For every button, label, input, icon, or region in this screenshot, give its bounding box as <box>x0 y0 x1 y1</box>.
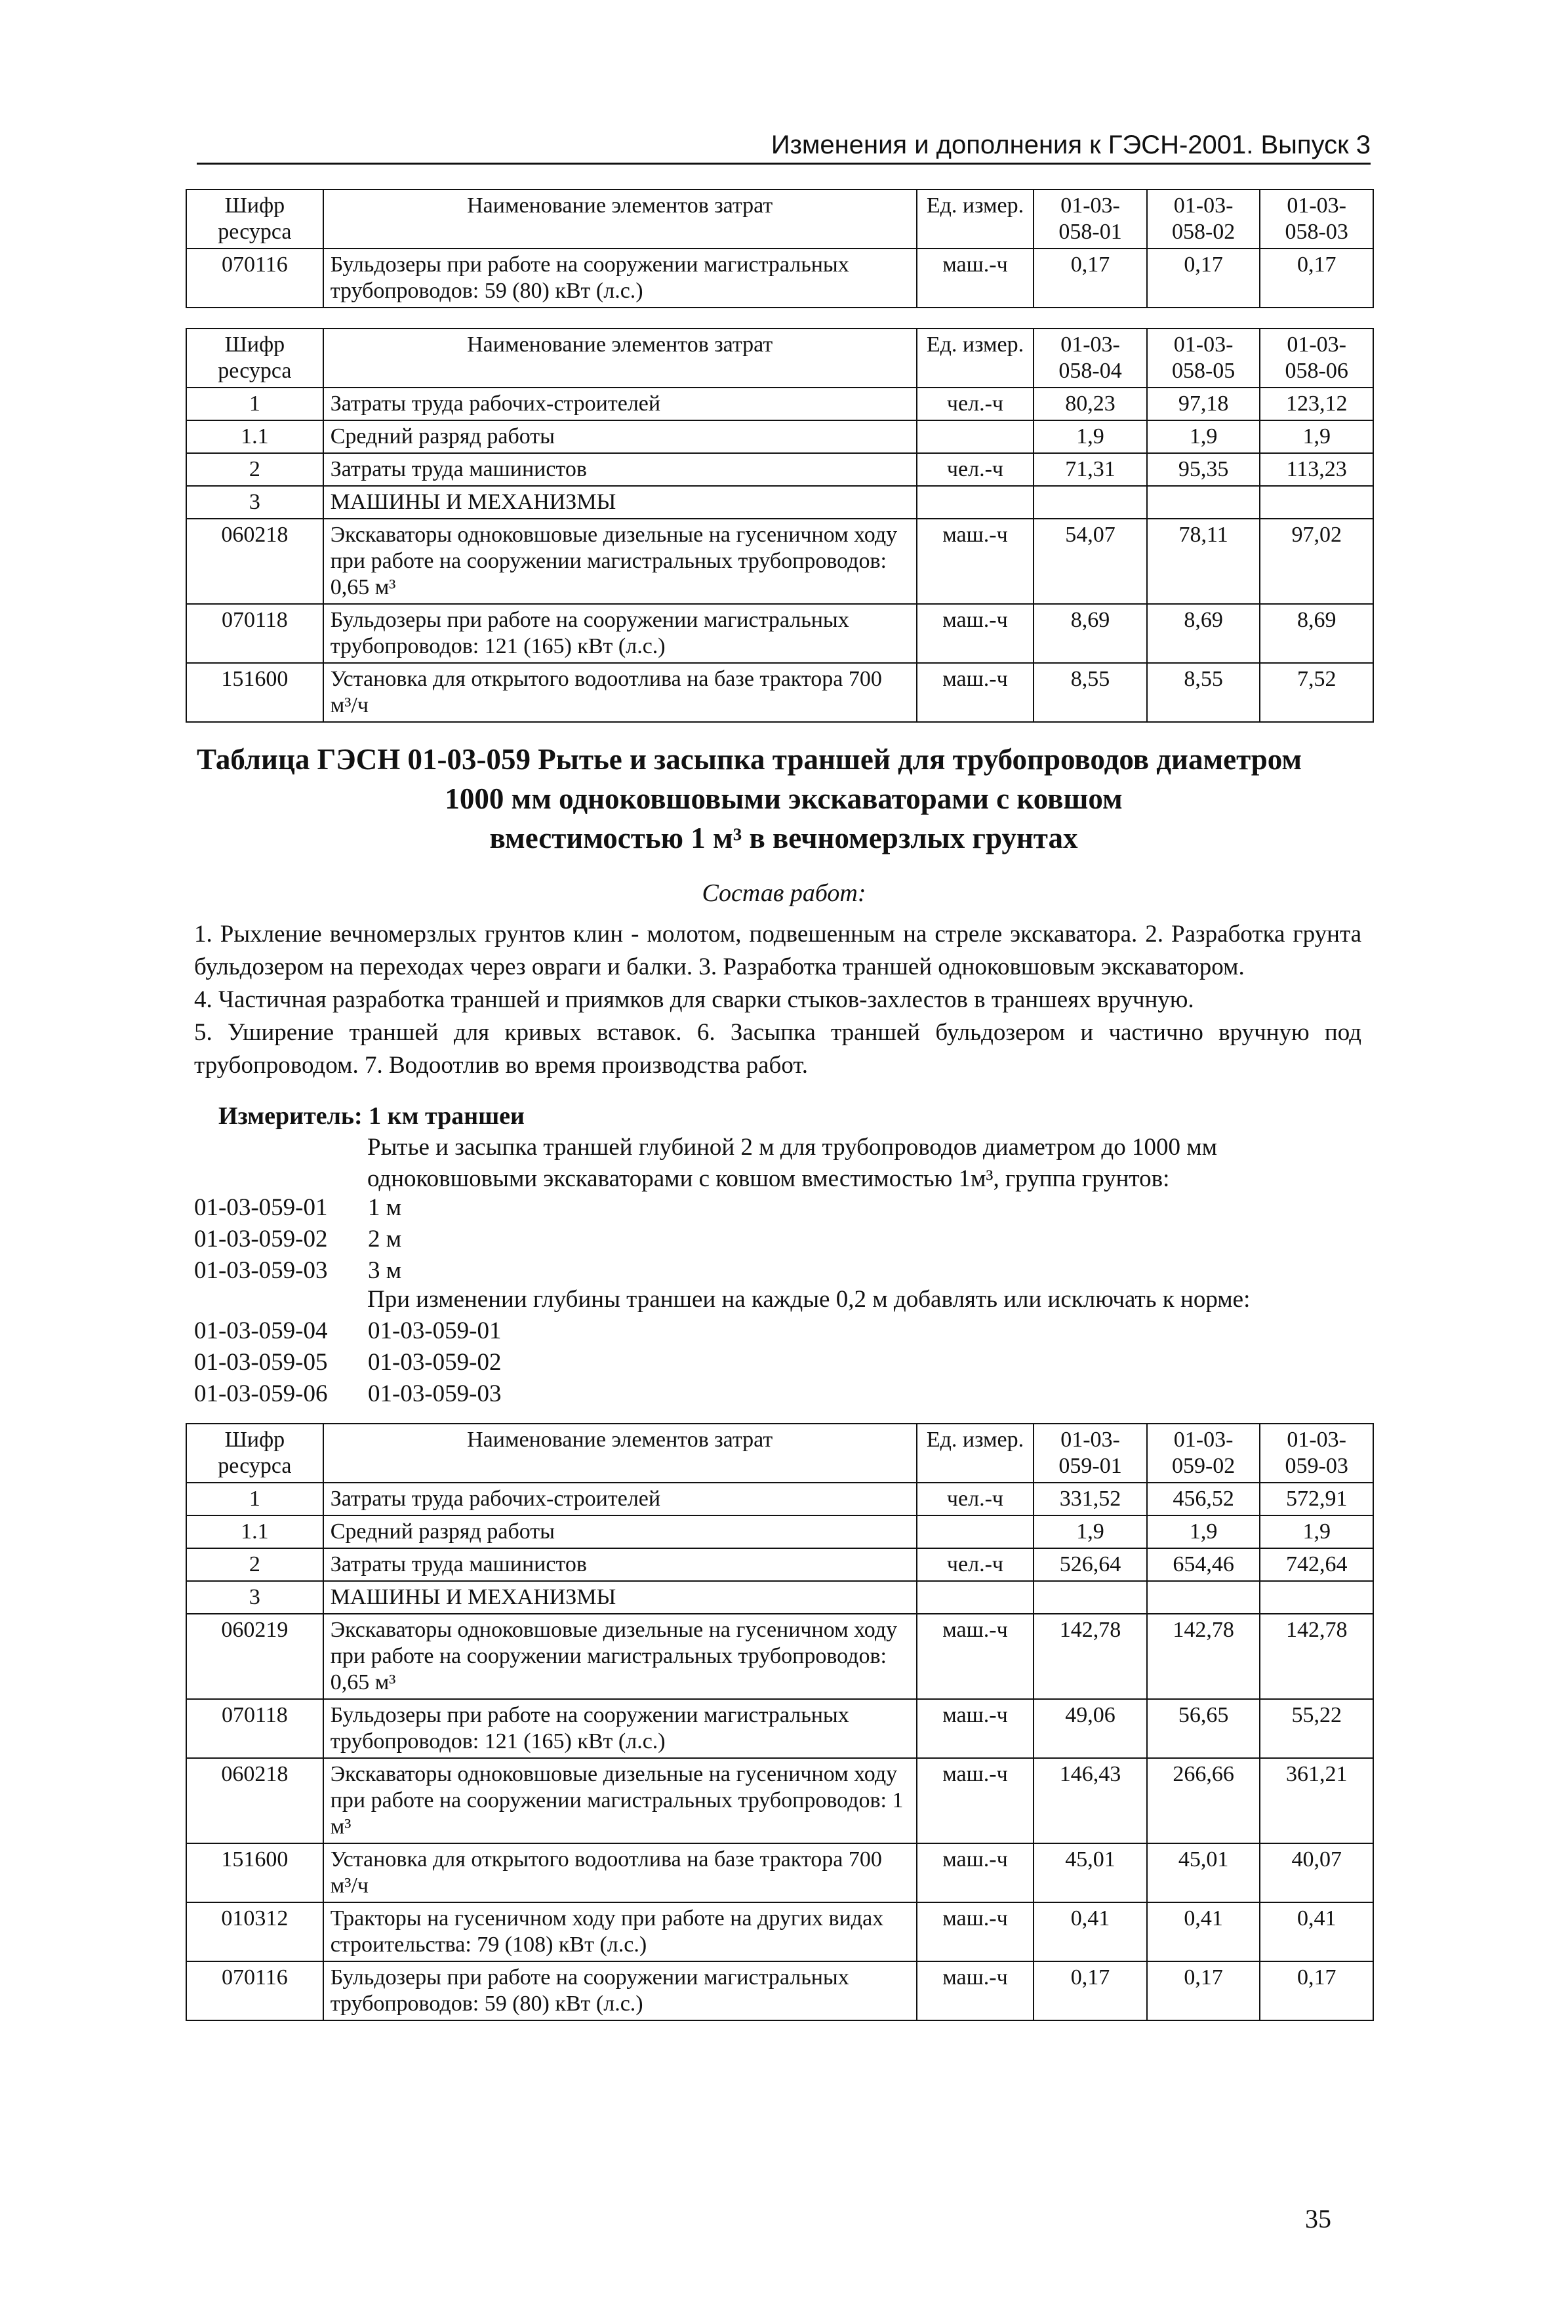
cell-code: 151600 <box>186 663 323 722</box>
header-unit: Ед. измер. <box>917 329 1034 388</box>
cell-code: 060218 <box>186 519 323 604</box>
table-row <box>186 663 1373 722</box>
cell-value-1 <box>1034 486 1147 519</box>
cell-name: Экскаваторы одноковшовые дизельные на гусеничном ходу при работе на сооружении магистральных трубопроводов: 0,65 м³ <box>323 1614 917 1699</box>
cell-unit <box>917 420 1034 453</box>
cell-name: МАШИНЫ И МЕХАНИЗМЫ <box>323 486 917 519</box>
cell-value-1: 1,9 <box>1034 420 1147 453</box>
cell-code: 060218 <box>186 1758 323 1843</box>
cell-value-1: 0,41 <box>1034 1902 1147 1961</box>
header-code: Шифр ресурса <box>186 190 323 249</box>
cell-value-3: 7,52 <box>1260 663 1373 722</box>
header-unit: Ед. измер. <box>917 1424 1034 1483</box>
cell-value-1: 71,31 <box>1034 453 1147 486</box>
norm-row <box>194 1315 501 1347</box>
table-row <box>186 249 1373 308</box>
cell-unit: чел.-ч <box>917 388 1034 420</box>
norm-label: 01-03-059-03 <box>368 1380 502 1407</box>
table-row <box>186 1902 1373 1961</box>
norm-label: 2 м <box>368 1226 402 1252</box>
table-row <box>186 1515 1373 1548</box>
norm-description: Рытье и засыпка траншей глубиной 2 м для трубопроводов диаметром до 1000 мм одноковшовыми экскаваторами с ковшом вместимостью 1м³, группа грунтов: <box>367 1134 1218 1192</box>
table-059 <box>186 1423 1374 2021</box>
cell-value-1: 146,43 <box>1034 1758 1147 1843</box>
table-058-part2 <box>186 328 1374 723</box>
cell-value-2: 654,46 <box>1147 1548 1260 1581</box>
header-col1: 01-03-058-01 <box>1034 190 1147 249</box>
table-row <box>186 1843 1373 1902</box>
table-row <box>186 453 1373 486</box>
cell-name: Затраты труда машинистов <box>323 453 917 486</box>
cell-value-1: 142,78 <box>1034 1614 1147 1699</box>
running-header: Изменения и дополнения к ГЭСН-2001. Выпуск 3 <box>197 129 1371 165</box>
norm-code: 01-03-059-02 <box>194 1226 328 1252</box>
cell-name: Затраты труда машинистов <box>323 1548 917 1581</box>
header-col2: 01-03-058-02 <box>1147 190 1260 249</box>
cell-code: 1.1 <box>186 1515 323 1548</box>
cell-value-2: 8,55 <box>1147 663 1260 722</box>
cell-value-3: 142,78 <box>1260 1614 1373 1699</box>
cell-value-3: 742,64 <box>1260 1548 1373 1581</box>
cell-value-3: 97,02 <box>1260 519 1373 604</box>
cell-value-3: 40,07 <box>1260 1843 1373 1902</box>
table-row <box>186 1581 1373 1614</box>
cell-code: 070118 <box>186 1699 323 1758</box>
table-row <box>186 1699 1373 1758</box>
cell-value-2: 8,69 <box>1147 604 1260 663</box>
table-row <box>186 420 1373 453</box>
cell-value-3: 0,17 <box>1260 1961 1373 2020</box>
table-row <box>186 1548 1373 1581</box>
cell-name: Бульдозеры при работе на сооружении магистральных трубопроводов: 121 (165) кВт (л.с.) <box>323 604 917 663</box>
cell-value-3: 572,91 <box>1260 1483 1373 1515</box>
cell-name: Бульдозеры при работе на сооружении магистральных трубопроводов: 59 (80) кВт (л.с.) <box>323 249 917 308</box>
cell-unit: маш.-ч <box>917 519 1034 604</box>
works-description <box>194 918 1361 1082</box>
table-row <box>186 486 1373 519</box>
cell-name: Затраты труда рабочих-строителей <box>323 388 917 420</box>
header-col2: 01-03-059-02 <box>1147 1424 1260 1483</box>
cell-unit: маш.-ч <box>917 1614 1034 1699</box>
cell-value-1: 0,17 <box>1034 249 1147 308</box>
table-row <box>186 1758 1373 1843</box>
cell-code: 3 <box>186 486 323 519</box>
cell-value-1: 8,55 <box>1034 663 1147 722</box>
cell-value-1: 8,69 <box>1034 604 1147 663</box>
cell-code: 2 <box>186 453 323 486</box>
cell-code: 070116 <box>186 249 323 308</box>
cell-unit: чел.-ч <box>917 453 1034 486</box>
cell-value-3 <box>1260 486 1373 519</box>
cell-name: МАШИНЫ И МЕХАНИЗМЫ <box>323 1581 917 1614</box>
section-title-line1: Таблица ГЭСН 01-03-059 Рытье и засыпка траншей для трубопроводов диаметром <box>197 743 1302 776</box>
cell-unit: маш.-ч <box>917 1843 1034 1902</box>
cell-name: Затраты труда рабочих-строителей <box>323 1483 917 1515</box>
cell-unit: маш.-ч <box>917 663 1034 722</box>
norm-label: 01-03-059-02 <box>368 1349 502 1376</box>
cell-code: 070116 <box>186 1961 323 2020</box>
cell-value-3: 113,23 <box>1260 453 1373 486</box>
cell-value-2: 45,01 <box>1147 1843 1260 1902</box>
cell-unit: маш.-ч <box>917 1758 1034 1843</box>
cell-value-1: 526,64 <box>1034 1548 1147 1581</box>
header-name: Наименование элементов затрат <box>323 329 917 388</box>
cell-code: 1.1 <box>186 420 323 453</box>
cell-value-2: 78,11 <box>1147 519 1260 604</box>
cell-name: Бульдозеры при работе на сооружении магистральных трубопроводов: 121 (165) кВт (л.с.) <box>323 1699 917 1758</box>
norm-row <box>194 1378 501 1410</box>
table-row <box>186 388 1373 420</box>
cell-unit: маш.-ч <box>917 249 1034 308</box>
cell-value-3: 1,9 <box>1260 420 1373 453</box>
cell-value-2: 1,9 <box>1147 420 1260 453</box>
cell-value-1: 45,01 <box>1034 1843 1147 1902</box>
cell-unit <box>917 1515 1034 1548</box>
cell-unit: маш.-ч <box>917 1902 1034 1961</box>
cell-code: 010312 <box>186 1902 323 1961</box>
cell-value-3: 0,41 <box>1260 1902 1373 1961</box>
cell-value-2: 266,66 <box>1147 1758 1260 1843</box>
norm-list-2 <box>194 1315 501 1410</box>
cell-value-1: 0,17 <box>1034 1961 1147 2020</box>
cell-code: 060219 <box>186 1614 323 1699</box>
cell-value-3: 8,69 <box>1260 604 1373 663</box>
cell-value-3 <box>1260 1581 1373 1614</box>
cell-code: 2 <box>186 1548 323 1581</box>
cell-unit <box>917 486 1034 519</box>
measurer: Измеритель: 1 км траншеи <box>218 1102 525 1130</box>
header-col1: 01-03-058-04 <box>1034 329 1147 388</box>
section-title <box>184 740 1384 858</box>
cell-code: 070118 <box>186 604 323 663</box>
cell-value-3: 0,17 <box>1260 249 1373 308</box>
page-number: 35 <box>1305 2204 1331 2234</box>
section-title-line2: 1000 мм одноковшовыми экскаваторами с ковшом <box>445 782 1123 815</box>
cell-value-2: 0,41 <box>1147 1902 1260 1961</box>
cell-unit: чел.-ч <box>917 1483 1034 1515</box>
cell-value-1: 80,23 <box>1034 388 1147 420</box>
cell-value-2: 95,35 <box>1147 453 1260 486</box>
cell-value-2 <box>1147 486 1260 519</box>
header-unit: Ед. измер. <box>917 190 1034 249</box>
cell-value-1: 54,07 <box>1034 519 1147 604</box>
cell-code: 1 <box>186 1483 323 1515</box>
works-paragraph: 4. Частичная разработка траншей и приямков для сварки стыков-захлестов в траншеях вручную. <box>194 986 1194 1013</box>
cell-value-2: 0,17 <box>1147 249 1260 308</box>
cell-name: Бульдозеры при работе на сооружении магистральных трубопроводов: 59 (80) кВт (л.с.) <box>323 1961 917 2020</box>
cell-value-3: 123,12 <box>1260 388 1373 420</box>
norm-row <box>194 1192 401 1224</box>
cell-unit: чел.-ч <box>917 1548 1034 1581</box>
cell-value-3: 361,21 <box>1260 1758 1373 1843</box>
cell-value-2 <box>1147 1581 1260 1614</box>
cell-value-2: 0,17 <box>1147 1961 1260 2020</box>
cell-value-1: 1,9 <box>1034 1515 1147 1548</box>
cell-name: Экскаваторы одноковшовые дизельные на гусеничном ходу при работе на сооружении магистральных трубопроводов: 0,65 м³ <box>323 519 917 604</box>
cell-name: Экскаваторы одноковшовые дизельные на гусеничном ходу при работе на сооружении магистральных трубопроводов: 1 м³ <box>323 1758 917 1843</box>
norm-description-2: При изменении глубины траншеи на каждые 0,2 м добавлять или исключать к норме: <box>367 1286 1251 1313</box>
cell-value-1 <box>1034 1581 1147 1614</box>
cell-code: 1 <box>186 388 323 420</box>
works-paragraph: 5. Уширение траншей для кривых вставок. 6. Засыпка траншей бульдозером и частично вручную под трубопроводом. 7. Водоотлив во время производства работ. <box>194 1019 1361 1079</box>
norm-label: 1 м <box>368 1194 402 1221</box>
header-code: Шифр ресурса <box>186 329 323 388</box>
norm-row <box>194 1347 501 1378</box>
table-row <box>186 1614 1373 1699</box>
section-title-line3: вместимостью 1 м³ в вечномерзлых грунтах <box>489 822 1078 854</box>
header-col2: 01-03-058-05 <box>1147 329 1260 388</box>
table-row <box>186 1483 1373 1515</box>
cell-name: Тракторы на гусеничном ходу при работе на других видах строительства: 79 (108) кВт (л.с.) <box>323 1902 917 1961</box>
cell-value-1: 331,52 <box>1034 1483 1147 1515</box>
cell-code: 3 <box>186 1581 323 1614</box>
cell-name: Установка для открытого водоотлива на базе трактора 700 м³/ч <box>323 663 917 722</box>
cell-unit <box>917 1581 1034 1614</box>
cell-value-2: 456,52 <box>1147 1483 1260 1515</box>
table-row <box>186 519 1373 604</box>
cell-value-2: 56,65 <box>1147 1699 1260 1758</box>
norm-code: 01-03-059-05 <box>194 1349 328 1376</box>
header-col1: 01-03-059-01 <box>1034 1424 1147 1483</box>
cell-code: 151600 <box>186 1843 323 1902</box>
works-paragraph: 1. Рыхление вечномерзлых грунтов клин - молотом, подвешенным на стреле экскаватора. 2. Разработка грунта бульдозером на переходах через овраги и балки. 3. Разработка траншей одноковшовым экскаватором. <box>194 921 1361 980</box>
norm-code: 01-03-059-06 <box>194 1380 328 1407</box>
norm-label: 01-03-059-01 <box>368 1317 502 1344</box>
norm-code: 01-03-059-03 <box>194 1257 328 1284</box>
norm-code: 01-03-059-04 <box>194 1317 328 1344</box>
norm-code: 01-03-059-01 <box>194 1194 328 1221</box>
cell-value-3: 55,22 <box>1260 1699 1373 1758</box>
header-code: Шифр ресурса <box>186 1424 323 1483</box>
table-058-part1 <box>186 189 1374 308</box>
cell-value-2: 97,18 <box>1147 388 1260 420</box>
header-col3: 01-03-058-06 <box>1260 329 1373 388</box>
header-name: Наименование элементов затрат <box>323 190 917 249</box>
cell-value-1: 49,06 <box>1034 1699 1147 1758</box>
header-col3: 01-03-059-03 <box>1260 1424 1373 1483</box>
works-heading: Состав работ: <box>702 879 866 907</box>
header-col3: 01-03-058-03 <box>1260 190 1373 249</box>
cell-name: Средний разряд работы <box>323 420 917 453</box>
cell-unit: маш.-ч <box>917 1961 1034 2020</box>
norm-label: 3 м <box>368 1257 402 1284</box>
norm-list <box>194 1192 401 1287</box>
cell-name: Средний разряд работы <box>323 1515 917 1548</box>
cell-value-2: 142,78 <box>1147 1614 1260 1699</box>
table-row <box>186 1961 1373 2020</box>
cell-value-3: 1,9 <box>1260 1515 1373 1548</box>
cell-unit: маш.-ч <box>917 604 1034 663</box>
header-name: Наименование элементов затрат <box>323 1424 917 1483</box>
table-row <box>186 604 1373 663</box>
cell-value-2: 1,9 <box>1147 1515 1260 1548</box>
norm-row <box>194 1224 401 1255</box>
cell-unit: маш.-ч <box>917 1699 1034 1758</box>
norm-row <box>194 1255 401 1287</box>
cell-name: Установка для открытого водоотлива на базе трактора 700 м³/ч <box>323 1843 917 1902</box>
